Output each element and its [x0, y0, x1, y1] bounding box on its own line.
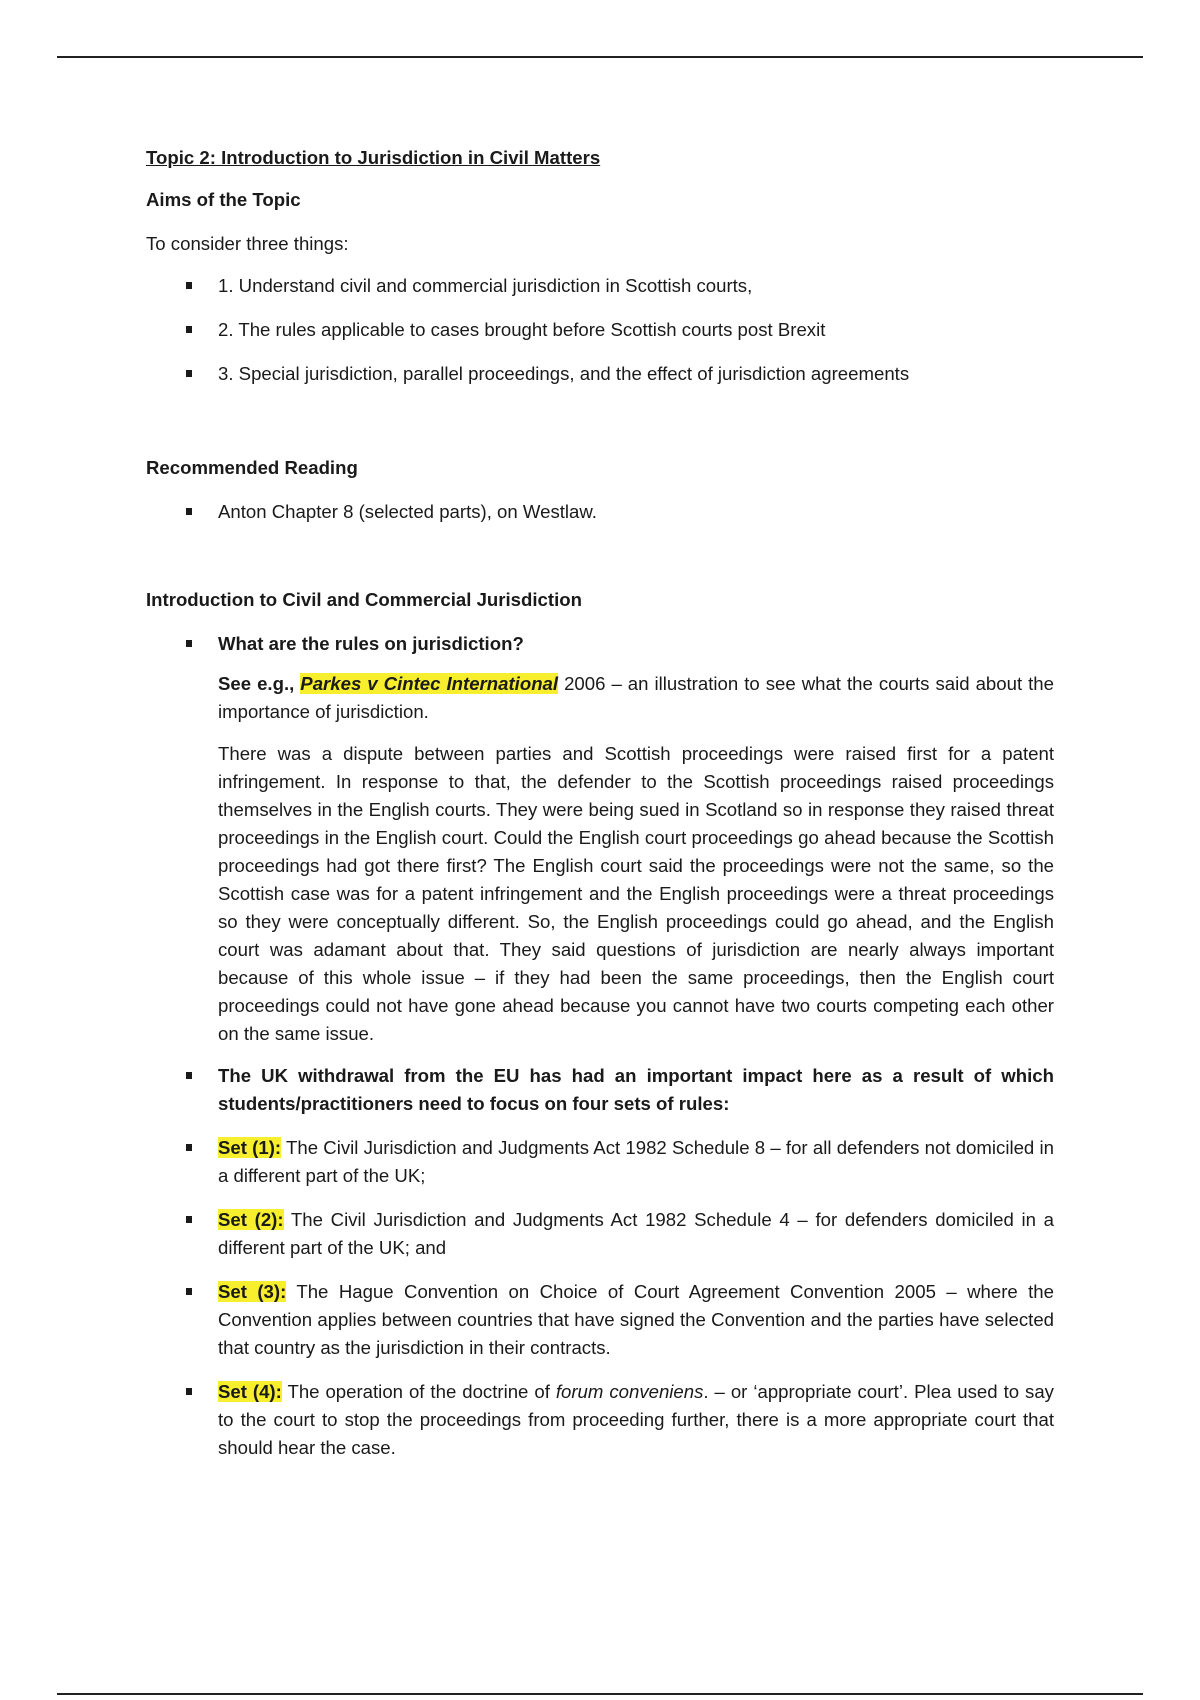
set-label: Set (3):: [218, 1281, 287, 1302]
set-label: Set (4):: [218, 1381, 282, 1402]
case-paragraph: There was a dispute between parties and Scottish proceedings were raised first for a patent infringement. In response to that, the defender to the Scottish proceedings raised proceedings themselves in the English courts. They were being sued in Scotland so in response they raised threat proceedings in the English court. Could the English court proceedings go ahead because the Scottish proceedings had got there first? The English court said the proceedings were not the same, so the Scottish case was for a patent infringement and the English proceedings were a threat proceedings so they were conceptually different. So, the English proceedings could go ahead, and the English court was adamant about that. They said questions of jurisdiction are nearly always important because of this whole issue – if they had been the same proceedings, then the English court proceedings could not have gone ahead because you cannot have two courts competing each other on the same issue.: [218, 743, 1054, 1044]
intro-list: [146, 630, 1054, 658]
set-label: Set (1):: [218, 1137, 282, 1158]
bullet-icon: [186, 508, 192, 515]
footer-rule: [57, 1693, 1143, 1695]
reading-heading: Recommended Reading: [146, 457, 358, 478]
list-item: Anton Chapter 8 (selected parts), on Westlaw.: [146, 498, 1054, 526]
list-item: Set (1): The Civil Jurisdiction and Judgments Act 1982 Schedule 8 – for all defenders not domiciled in a different part of the UK;: [146, 1134, 1054, 1190]
aims-heading: Aims of the Topic: [146, 189, 301, 210]
list-item: Set (4): The operation of the doctrine of forum conveniens. – or ‘appropriate court’. Plea used to say to the court to stop the proceedings from proceeding further, there is a more appropriate court that should hear the case.: [146, 1378, 1054, 1462]
aims-intro: To consider three things:: [146, 233, 349, 254]
set-label: Set (2):: [218, 1209, 284, 1230]
list-item: [146, 630, 1054, 658]
list-item: 3. Special jurisdiction, parallel proceedings, and the effect of jurisdiction agreements: [146, 360, 1054, 388]
bullet-icon: [186, 1288, 192, 1295]
bullet-icon: [186, 282, 192, 289]
header-rule: [57, 56, 1143, 58]
bullet-icon: [186, 1388, 192, 1395]
bullet-icon: [186, 1216, 192, 1223]
case-name: Parkes v Cintec International: [300, 673, 559, 694]
latin-term: forum conveniens: [555, 1381, 704, 1402]
page-title: Topic 2: Introduction to Jurisdiction in Civil Matters: [146, 147, 601, 168]
list-item: The UK withdrawal from the EU has had an important impact here as a result of which students/practitioners need to focus on four sets of rules:: [146, 1062, 1054, 1118]
list-item: 1. Understand civil and commercial jurisdiction in Scottish courts,: [146, 272, 1054, 300]
reading-list: [146, 498, 1054, 526]
intro-heading: Introduction to Civil and Commercial Jurisdiction: [146, 589, 582, 610]
bullet-icon: [186, 370, 192, 377]
list-item: 2. The rules applicable to cases brought before Scottish courts post Brexit: [146, 316, 1054, 344]
list-item: Set (3): The Hague Convention on Choice of Court Agreement Convention 2005 – where the Convention applies between countries that have signed the Convention and the parties have selected that country as the jurisdiction in their contracts.: [146, 1278, 1054, 1362]
bullet-icon: [186, 326, 192, 333]
bullet-icon: [186, 1144, 192, 1151]
sets-list: [146, 1062, 1054, 1462]
bullet-icon: [186, 640, 192, 647]
list-item: Set (2): The Civil Jurisdiction and Judgments Act 1982 Schedule 4 – for defenders domiciled in a different part of the UK; and: [146, 1206, 1054, 1262]
question-text: What are the rules on jurisdiction?: [218, 633, 524, 654]
bullet-icon: [186, 1072, 192, 1079]
document-body: [146, 144, 1054, 1478]
aims-list: [146, 272, 1054, 388]
case-reference: See e.g., Parkes v Cintec International 2006 – an illustration to see what the courts said about the importance of jurisdiction.: [218, 673, 1054, 722]
